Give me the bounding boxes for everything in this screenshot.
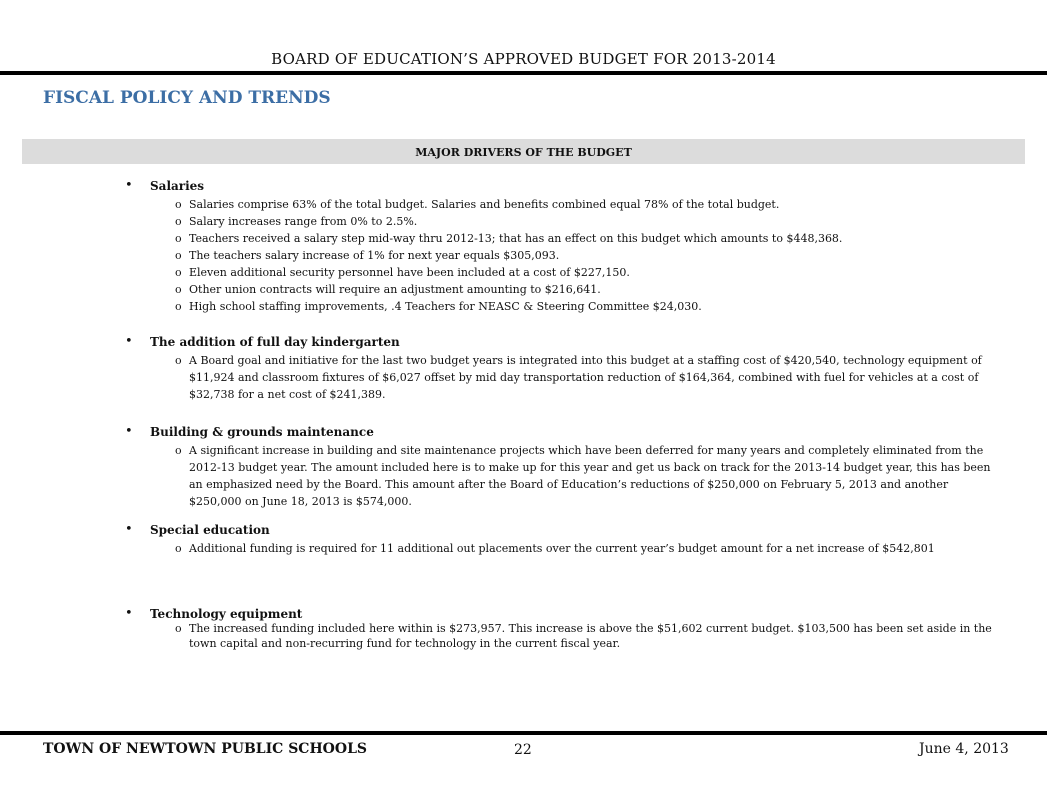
sub-item-text: A Board goal and initiative for the last two budget years is integrated into this budget at a staffing cost of $420,540, technology equipment of $11,924 and classroom fixtures of $6,027 offset by mid day transportation reduction of $164,364, combined with fuel for vehicles at a cost of $32,738 for a net cost of $241,389.	[189, 354, 982, 401]
sub-list-item	[175, 213, 1025, 230]
footer-organization: TOWN OF NEWTOWN PUBLIC SCHOOLS	[43, 741, 368, 757]
bullet-marker: •	[125, 178, 133, 193]
driver-item-building-grounds	[125, 425, 1025, 510]
driver-item-kindergarten	[125, 335, 1025, 403]
sub-item-text: A significant increase in building and site maintenance projects which have been deferred for many years and completely eliminated from the 2012-13 budget year. The amount included here is to make up for this year and get us back on track for the 2013-14 budget year, this has been an emphasized need by the Board. This amount after the Board of Education’s reductions of $250,000 on February 5, 2013 and another $250,000 on June 18, 2013 is $574,000.	[189, 444, 991, 508]
sub-list-item	[175, 230, 1025, 247]
sub-list-item	[175, 621, 1025, 651]
header-divider	[0, 71, 1047, 75]
sub-list-item	[175, 196, 1025, 213]
sub-marker: o	[175, 444, 182, 457]
driver-item-technology	[125, 607, 1025, 651]
footer-page-number: 22	[514, 742, 532, 758]
sub-item-text: Salary increases range from 0% to 2.5%.	[189, 215, 418, 228]
footer-date: June 4, 2013	[919, 741, 1009, 757]
sub-list	[125, 196, 1025, 315]
sub-item-text: The increased funding included here within is $273,957. This increase is above the $51,602 current budget. $103,500 has been set aside in the town capital and non-recurring fund for technology in the current fiscal year.	[189, 622, 992, 650]
sub-item-text: Eleven additional security personnel have been included at a cost of $227,150.	[189, 266, 630, 279]
sub-item-text: High school staffing improvements, .4 Teachers for NEASC & Steering Committee $24,030.	[189, 300, 702, 313]
sub-list-item	[175, 298, 1025, 315]
bullet-marker: •	[125, 424, 133, 439]
bullet-marker: •	[125, 522, 133, 537]
sub-item-text: Salaries comprise 63% of the total budget. Salaries and benefits combined equal 78% of the total budget.	[189, 198, 780, 211]
driver-heading: The addition of full day kindergarten	[150, 335, 400, 349]
page-header-title: BOARD OF EDUCATION’S APPROVED BUDGET FOR 2013-2014	[271, 50, 776, 68]
sub-list	[125, 621, 1025, 651]
sub-list	[125, 540, 1025, 557]
sub-marker: o	[175, 266, 182, 279]
sub-list-item	[175, 247, 1025, 264]
band-label: MAJOR DRIVERS OF THE BUDGET	[415, 146, 632, 159]
sub-marker: o	[175, 283, 182, 296]
sub-item-text: Teachers received a salary step mid-way thru 2012-13; that has an effect on this budget which amounts to $448,368.	[189, 232, 843, 245]
sub-marker: o	[175, 622, 182, 635]
sub-item-text: Other union contracts will require an adjustment amounting to $216,641.	[189, 283, 601, 296]
sub-marker: o	[175, 249, 182, 262]
sub-marker: o	[175, 300, 182, 313]
sub-list	[125, 442, 1025, 510]
sub-item-text: The teachers salary increase of 1% for next year equals $305,093.	[189, 249, 560, 262]
driver-item-special-education	[125, 523, 1025, 557]
sub-marker: o	[175, 354, 182, 367]
bullet-marker: •	[125, 334, 133, 349]
sub-list	[125, 352, 1025, 403]
sub-marker: o	[175, 198, 182, 211]
sub-list-item	[175, 442, 1025, 510]
bullet-marker: •	[125, 606, 133, 621]
driver-heading: Building & grounds maintenance	[150, 425, 374, 439]
sub-marker: o	[175, 232, 182, 245]
sub-list-item	[175, 540, 1025, 557]
driver-heading: Technology equipment	[150, 607, 303, 621]
sub-list-item	[175, 352, 1025, 403]
sub-item-text: Additional funding is required for 11 additional out placements over the current year’s budget amount for a net increase of $542,801	[189, 542, 935, 555]
driver-item-salaries	[125, 179, 1025, 315]
footer-divider	[0, 731, 1047, 735]
driver-heading: Special education	[150, 523, 270, 537]
sub-list-item	[175, 281, 1025, 298]
section-title: FISCAL POLICY AND TRENDS	[43, 88, 331, 108]
sub-marker: o	[175, 215, 182, 228]
driver-heading: Salaries	[150, 179, 205, 193]
sub-marker: o	[175, 542, 182, 555]
sub-list-item	[175, 264, 1025, 281]
section-band	[22, 139, 1025, 164]
